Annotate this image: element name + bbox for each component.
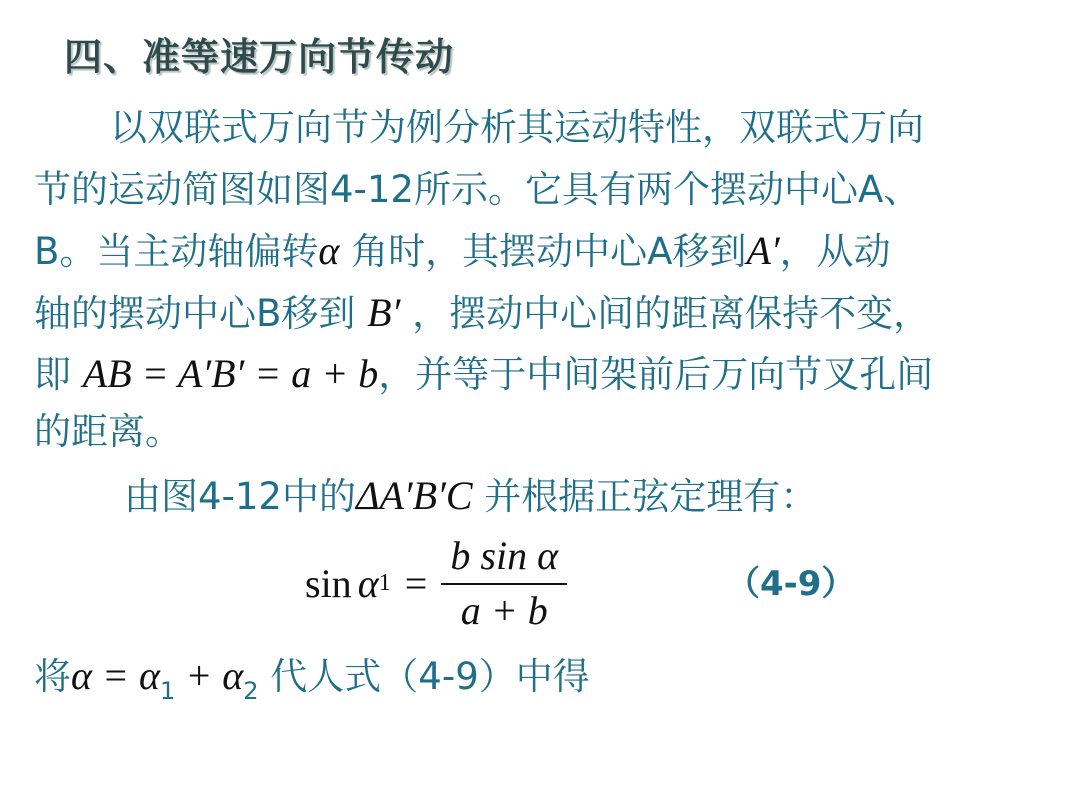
text: 并根据正弦定理有： xyxy=(472,475,818,518)
alpha-symbol: α xyxy=(318,228,340,273)
denominator: a + b xyxy=(460,588,548,633)
text: ，并等于中间架前后万向节叉孔间 xyxy=(378,353,934,396)
slide-title: 四、准等速万向节传动 xyxy=(64,35,455,79)
text: 代人式（4-9）中得 xyxy=(258,655,590,698)
equation-number: （4-9） xyxy=(726,564,856,604)
text: 节的运动简图如图4-12所示。它具有两个摆动中心A、 xyxy=(34,168,921,211)
paragraph-3 xyxy=(34,654,590,713)
text: 即 xyxy=(34,353,83,396)
text: 由图4-12中的 xyxy=(124,475,356,518)
equals-sign: = xyxy=(404,560,428,606)
alpha-symbol: α xyxy=(357,560,379,606)
formula-4-9 xyxy=(305,532,567,634)
text: ，从动 xyxy=(779,230,891,273)
paragraph-line-3 xyxy=(34,229,891,274)
subscript: 1 xyxy=(159,677,176,705)
text: 的距离。 xyxy=(34,410,182,453)
numerator: b sin α xyxy=(450,533,559,578)
subscript: 1 xyxy=(378,569,391,596)
paragraph-2 xyxy=(124,474,817,519)
paragraph-line-6 xyxy=(34,410,182,454)
text: 角时，其摆动中心A移到 xyxy=(339,230,747,273)
sin-function: sin xyxy=(305,560,352,606)
b-prime-symbol: B′ xyxy=(367,290,401,335)
paragraph-line-4 xyxy=(34,291,930,336)
text: B。当主动轴偏转 xyxy=(34,230,319,273)
triangle-symbol: ΔA′B′C xyxy=(355,473,473,518)
text: 将 xyxy=(34,655,71,698)
paragraph-line-5 xyxy=(34,352,933,397)
text: 轴的摆动中心B移到 xyxy=(34,292,368,335)
a-prime-symbol: A′ xyxy=(746,228,780,273)
alpha-equation: α = α xyxy=(71,653,160,698)
fraction xyxy=(441,532,567,634)
alpha-plus: + α xyxy=(175,653,244,698)
subscript: 2 xyxy=(243,677,259,705)
distance-equation: AB = A′B′ = a + b xyxy=(82,351,379,396)
paragraph-line-1 xyxy=(110,106,924,150)
text: ，摆动中心间的距离保持不变， xyxy=(400,292,931,335)
text: 以双联式万向节为例分析其运动特性，双联式万向 xyxy=(110,106,924,149)
paragraph-line-2 xyxy=(34,168,920,212)
